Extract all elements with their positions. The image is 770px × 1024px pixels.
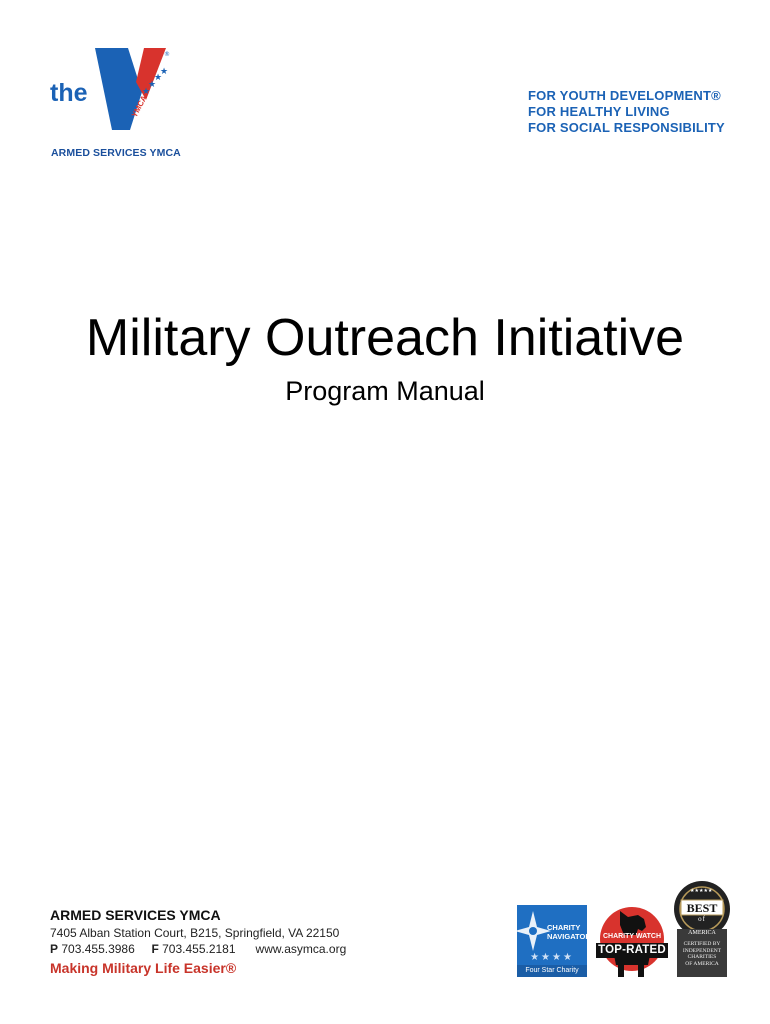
cw-rating: TOP-RATED — [596, 943, 668, 958]
cn-stars: ★★★★ — [530, 952, 574, 963]
svg-text:★: ★ — [148, 80, 157, 90]
phone-number: 703.455.3986 — [61, 942, 135, 956]
phone-label: P — [50, 942, 59, 956]
cw-label: CHARITY WATCH — [602, 933, 662, 940]
ymca-y-logo-icon — [50, 44, 210, 144]
cn-rating: Four Star Charity — [517, 965, 587, 977]
document-title: Military Outreach Initiative — [85, 309, 685, 367]
svg-text:★: ★ — [160, 67, 169, 77]
svg-text:®: ® — [164, 51, 170, 58]
charity-watch-badge — [594, 905, 670, 979]
logo-ymca-text: YMCA — [129, 93, 149, 119]
charity-navigator-badge — [517, 905, 591, 977]
svg-text:★★★★★: ★★★★★ — [690, 888, 713, 894]
contact-org-name: ARMED SERVICES YMCA — [50, 907, 221, 923]
website-link[interactable]: www.asymca.org — [255, 942, 347, 956]
best-fine-3: CHARITIES — [687, 954, 717, 960]
logo-caption: ARMED SERVICES YMCA — [51, 147, 181, 159]
best-of: of — [698, 915, 706, 923]
ymca-taglines — [528, 88, 758, 136]
best-fine-1: CERTIFIED BY — [683, 941, 721, 947]
logo-word: the — [50, 79, 88, 107]
best-word: BEST — [686, 901, 718, 915]
watchdog-icon — [594, 905, 670, 979]
best-fine-4: OF AMERICA — [685, 960, 719, 967]
svg-text:★: ★ — [154, 73, 163, 83]
tagline-youth: FOR YOUTH DEVELOPMENT® — [528, 88, 721, 103]
tagline-healthy: FOR HEALTHY LIVING — [528, 104, 670, 119]
contact-address: 7405 Alban Station Court, B215, Springfield, VA 22150 — [50, 926, 340, 940]
contact-phone-line — [50, 941, 430, 957]
fax-number: 703.455.2181 — [162, 942, 236, 956]
best-fine-2: INDEPENDENT — [682, 947, 722, 954]
fax-label: F — [151, 942, 159, 956]
slogan: Making Military Life Easier® — [50, 960, 237, 976]
svg-text:★: ★ — [142, 87, 151, 97]
contact-block — [50, 906, 430, 978]
cn-label-2: NAVIGATOR — [547, 932, 591, 941]
document-subtitle: Program Manual — [285, 376, 485, 406]
best-in-america-badge — [673, 879, 731, 979]
best-fine-print — [675, 941, 729, 967]
tagline-social: FOR SOCIAL RESPONSIBILITY — [528, 120, 725, 135]
cn-label-1: CHARITY — [547, 923, 581, 932]
best-country: AMERICA — [688, 930, 716, 936]
asymca-logo — [50, 44, 210, 160]
